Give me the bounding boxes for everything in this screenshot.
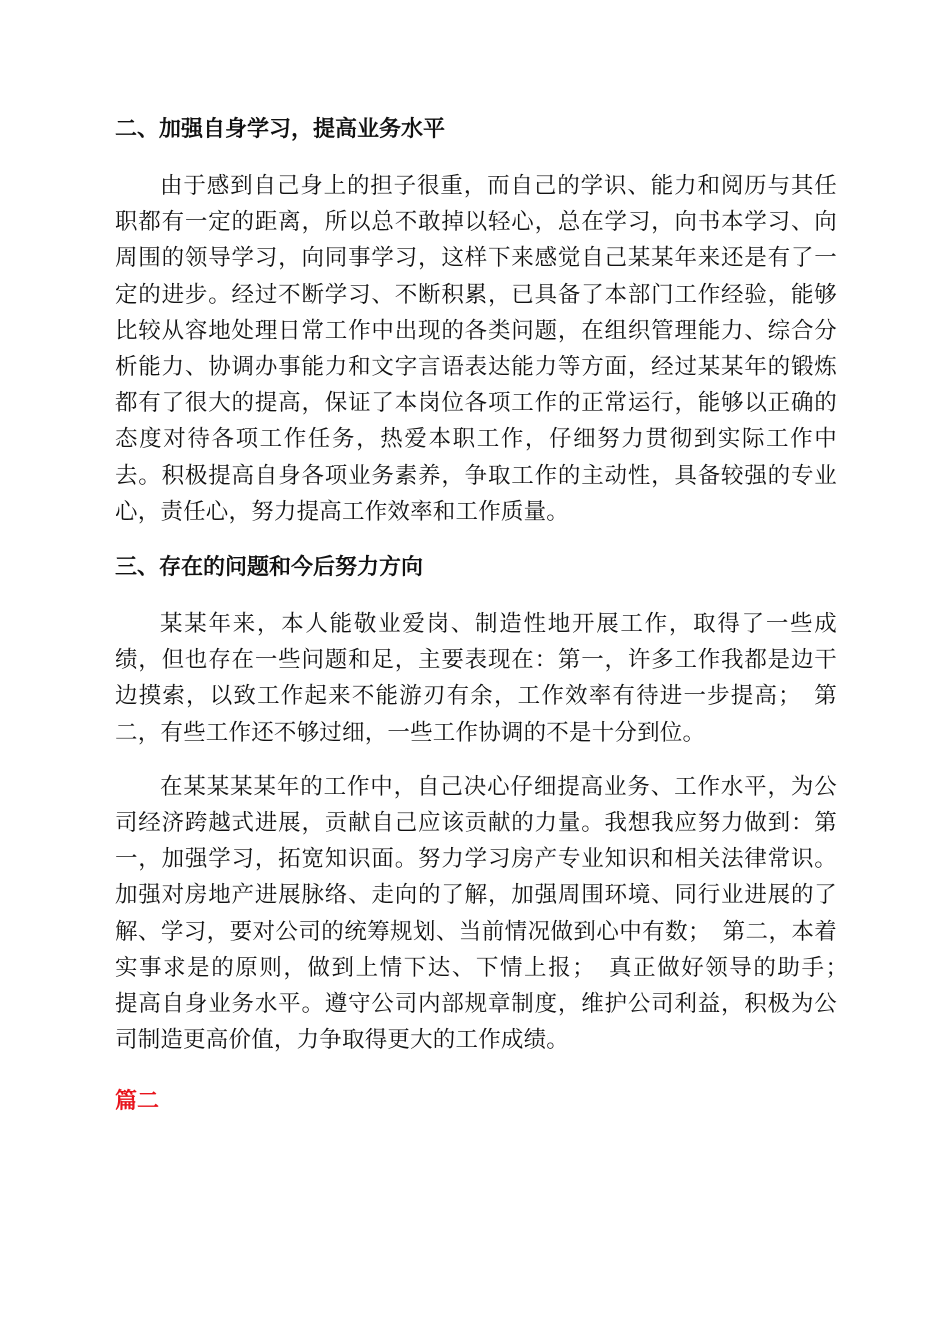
section-heading-2: 二、加强自身学习，提高业务水平	[115, 117, 446, 142]
section-heading-3: 三、存在的问题和今后努力方向	[115, 555, 424, 581]
part-heading: 篇二	[115, 1089, 160, 1115]
document-body	[115, 112, 860, 1120]
section-3-paragraph-2: 在某某某某年的工作中，自己决心仔细提高业务、工作水平，为公司经济跨越式进展，贡献自己应该贡献的力量。我想我应努力做到：第一，加强学习，拓宽知识面。努力学习房产专业知识和相关法律常识。加强对房地产进展脉络、走向的了解，加强周围环境、同行业进展的了解、学习，要对公司的统筹规划、当前情况做到心中有数； 第二，本着实事求是的原则，做到上情下达、下情上报； 真正做好领导的助手； 提高自身业务水平。遵守公司内部规章制度，维护公司利益，积极为公司制造更高价值，力争取得更大的工作成绩。	[115, 773, 860, 1054]
section-3-paragraph-1: 某某年来，本人能敬业爱岗、制造性地开展工作，取得了一些成绩，但也存在一些问题和足，主要表现在：第一，许多工作我都是边干边摸索，以致工作起来不能游刃有余，工作效率有待进一步提高； 第二，有些工作还不够过细，一些工作协调的不是十分到位。	[115, 611, 837, 746]
section-2-paragraph: 由于感到自己身上的担子很重，而自己的学识、能力和阅历与其任职都有一定的距离，所以总不敢掉以轻心，总在学习，向书本学习、向周围的领导学习，向同事学习，这样下来感觉自己某某年来还是有了一定的进步。经过不断学习、不断积累，已具备了本部门工作经验，能够比较从容地处理日常工作中出现的各类问题，在组织管理能力、综合分析能力、协调办事能力和文字言语表达能力等方面，经过某某年的锻炼都有了很大的提高，保证了本岗位各项工作的正常运行，能够以正确的态度对待各项工作任务，热爱本职工作，仔细努力贯彻到实际工作中去。积极提高自身各项业务素养，争取工作的主动性，具备较强的专业心，责任心，努力提高工作效率和工作质量。	[115, 173, 837, 525]
